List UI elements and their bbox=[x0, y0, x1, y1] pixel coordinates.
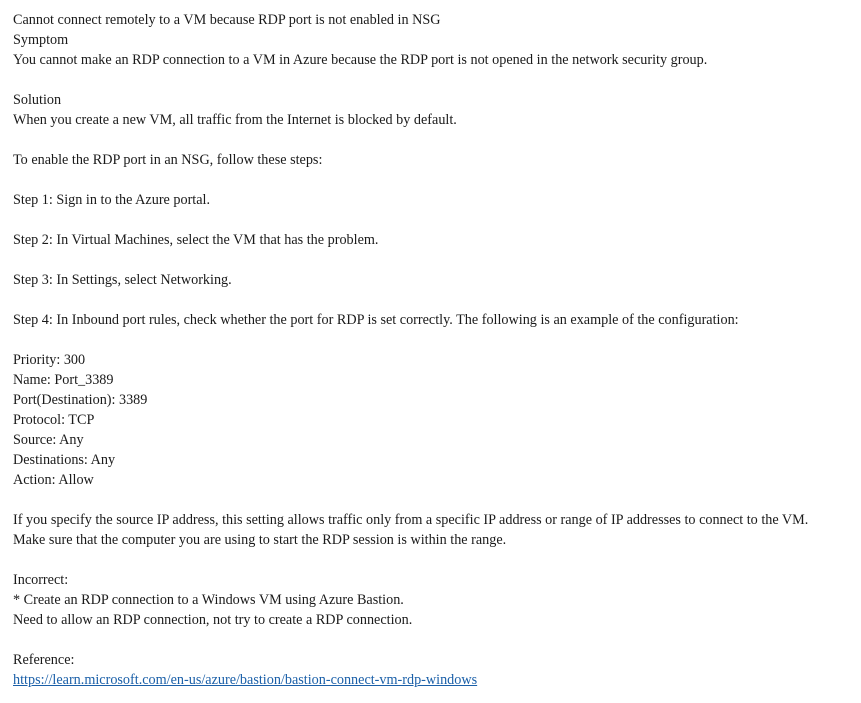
spacer bbox=[13, 130, 861, 150]
step-1: Step 1: Sign in to the Azure portal. bbox=[13, 192, 211, 208]
symptom-text: You cannot make an RDP connection to a VM in Azure because the RDP port is not opened in the network security group. bbox=[13, 52, 708, 68]
config-priority: Priority: 300 bbox=[13, 352, 86, 368]
step-2: Step 2: In Virtual Machines, select the VM that has the problem. bbox=[13, 232, 379, 248]
config-destinations: Destinations: Any bbox=[13, 452, 116, 468]
note-range: Make sure that the computer you are using to start the RDP session is within the range. bbox=[13, 532, 507, 548]
symptom-heading: Symptom bbox=[13, 32, 69, 48]
incorrect-option: * Create an RDP connection to a Windows VM using Azure Bastion. bbox=[13, 592, 404, 608]
spacer bbox=[13, 490, 861, 510]
config-source: Source: Any bbox=[13, 432, 84, 448]
spacer bbox=[13, 550, 861, 570]
solution-text: When you create a new VM, all traffic from the Internet is blocked by default. bbox=[13, 112, 457, 128]
step-4: Step 4: In Inbound port rules, check whether the port for RDP is set correctly. The following is an example of the configuration: bbox=[13, 312, 739, 328]
incorrect-heading: Incorrect: bbox=[13, 572, 69, 588]
spacer bbox=[13, 70, 861, 90]
spacer bbox=[13, 170, 861, 190]
reference-heading: Reference: bbox=[13, 652, 75, 668]
spacer bbox=[13, 290, 861, 310]
solution-intro: To enable the RDP port in an NSG, follow these steps: bbox=[13, 152, 323, 168]
config-action: Action: Allow bbox=[13, 472, 94, 488]
spacer bbox=[13, 630, 861, 650]
step-3: Step 3: In Settings, select Networking. bbox=[13, 272, 232, 288]
document-title: Cannot connect remotely to a VM because RDP port is not enabled in NSG bbox=[13, 12, 441, 28]
incorrect-explanation: Need to allow an RDP connection, not try to create a RDP connection. bbox=[13, 612, 413, 628]
spacer bbox=[13, 330, 861, 350]
config-port: Port(Destination): 3389 bbox=[13, 392, 148, 408]
reference-link[interactable]: https://learn.microsoft.com/en-us/azure/bastion/bastion-connect-vm-rdp-windows bbox=[13, 672, 478, 688]
reference-row bbox=[13, 670, 861, 690]
note-source-ip: If you specify the source IP address, this setting allows traffic only from a specific IP address or range of IP addresses to connect to the VM. bbox=[13, 512, 809, 528]
config-protocol: Protocol: TCP bbox=[13, 412, 95, 428]
spacer bbox=[13, 210, 861, 230]
config-name: Name: Port_3389 bbox=[13, 372, 114, 388]
solution-heading: Solution bbox=[13, 92, 62, 108]
spacer bbox=[13, 250, 861, 270]
